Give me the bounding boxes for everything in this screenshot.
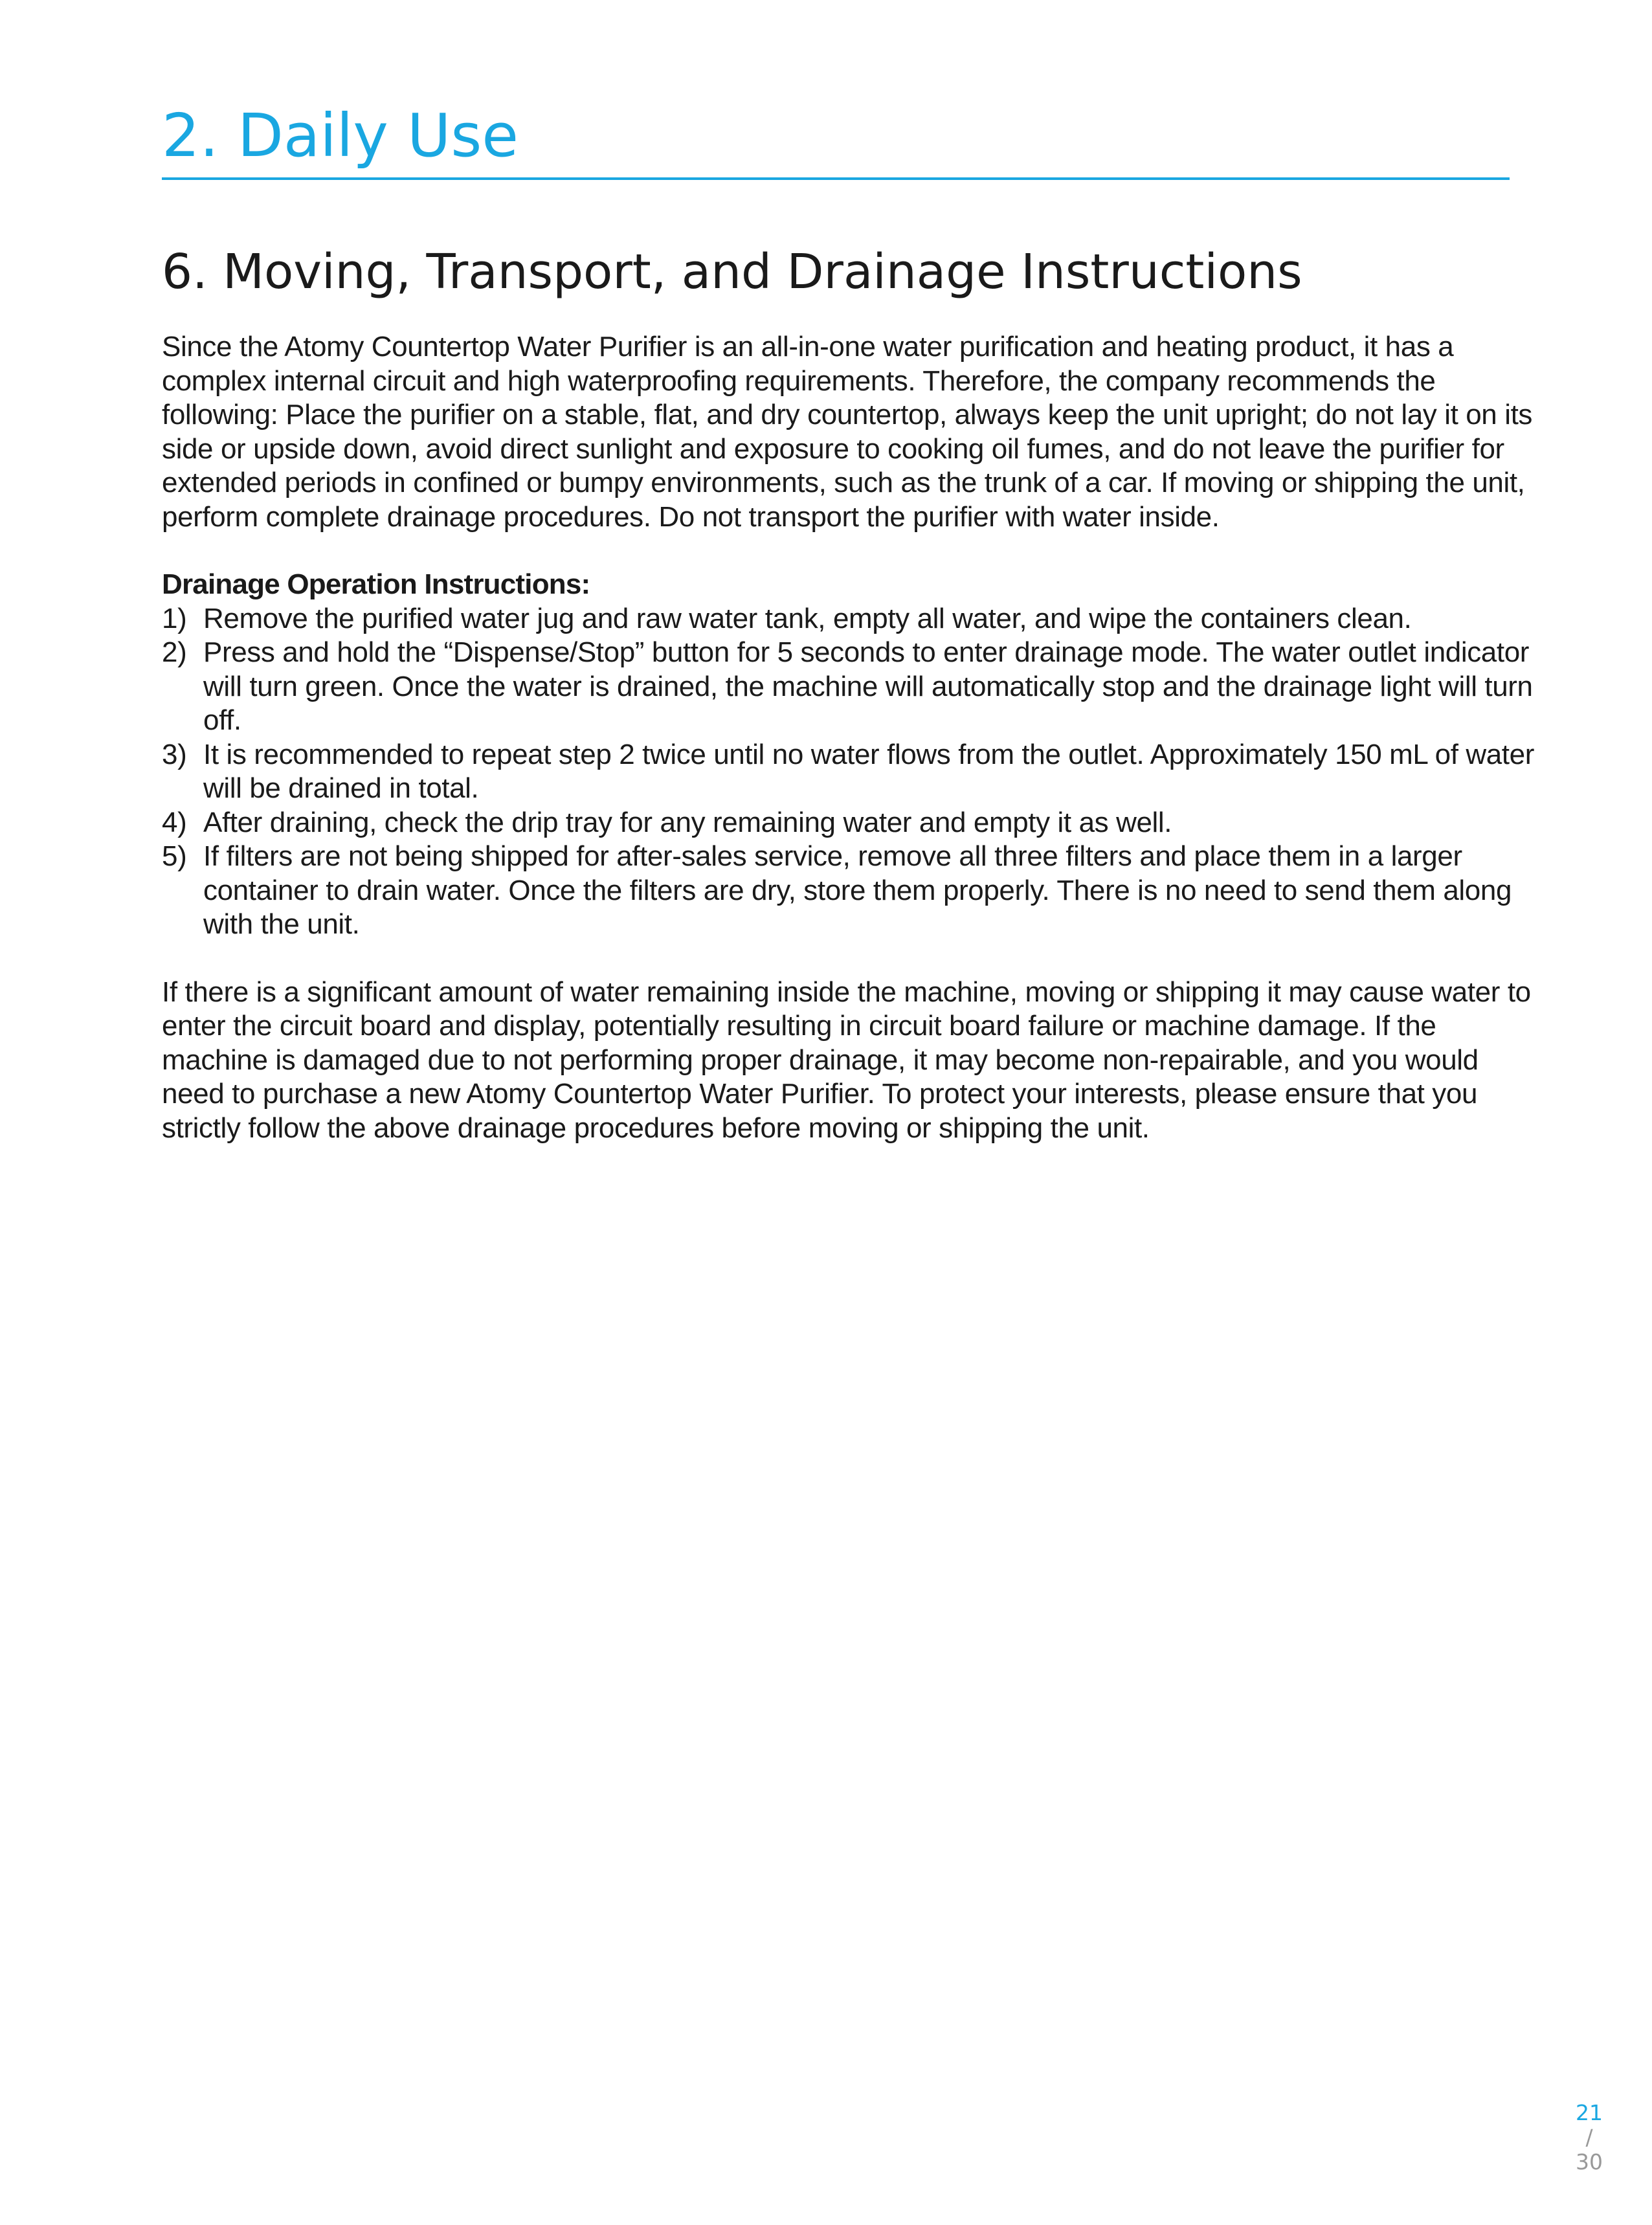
intro-paragraph: Since the Atomy Countertop Water Purifier is an all-in-one water purification and heating product, it has a complex internal circuit and high waterproofing requirements. Therefore, the company recommends the following: Place the purifier on a stable, flat, and dry countertop, always keep the unit upright; do not lay it on its side or upside down, avoid direct sunlight and exposure to cooking oil fumes, and do not leave the purifier for extended periods in confined or bumpy environments, such as the trunk of a car. If moving or shipping the unit, perform complete drainage procedures. Do not transport the purifier with water inside.	[162, 331, 1532, 533]
page-current: 21	[1576, 2100, 1603, 2125]
page-total: 30	[1576, 2149, 1603, 2175]
list-item	[162, 806, 1534, 840]
step-number: 1)	[162, 602, 187, 634]
step-number: 4)	[162, 806, 187, 838]
list-item	[162, 636, 1534, 738]
step-number: 5)	[162, 840, 187, 872]
section-body	[162, 330, 1534, 1145]
list-item	[162, 840, 1534, 942]
section-title: 6. Moving, Transport, and Drainage Instructions	[162, 244, 1302, 300]
step-text: It is recommended to repeat step 2 twice until no water flows from the outlet. Approximately 150 mL of water will be drained in total.	[203, 738, 1534, 804]
step-number: 3)	[162, 738, 187, 770]
page-separator: /	[1585, 2125, 1593, 2150]
chapter-title: 2. Daily Use	[162, 101, 519, 170]
step-text: Press and hold the “Dispense/Stop” button for 5 seconds to enter drainage mode. The water outlet indicator will turn green. Once the water is drained, the machine will automatically stop and the drainage light will turn off.	[203, 636, 1533, 736]
step-text: If filters are not being shipped for after-sales service, remove all three filters and place them in a larger container to drain water. Once the filters are dry, store them properly. There is no need to send them along with the unit.	[203, 840, 1512, 940]
list-item	[162, 602, 1534, 636]
drainage-heading: Drainage Operation Instructions:	[162, 568, 590, 600]
step-text: Remove the purified water jug and raw water tank, empty all water, and wipe the containers clean.	[203, 602, 1412, 634]
chapter-divider	[162, 177, 1510, 180]
drainage-steps-list	[162, 602, 1534, 942]
list-item	[162, 738, 1534, 806]
warning-paragraph: If there is a significant amount of water remaining inside the machine, moving or shipping it may cause water to enter the circuit board and display, potentially resulting in circuit board failure or machine damage. If the machine is damaged due to not performing proper drainage, it may become non-repairable, and you would need to purchase a new Atomy Countertop Water Purifier. To protect your interests, please ensure that you strictly follow the above drainage procedures before moving or shipping the unit.	[162, 976, 1531, 1144]
step-text: After draining, check the drip tray for any remaining water and empty it as well.	[203, 806, 1172, 838]
page-number	[1554, 2101, 1625, 2175]
step-number: 2)	[162, 636, 187, 668]
